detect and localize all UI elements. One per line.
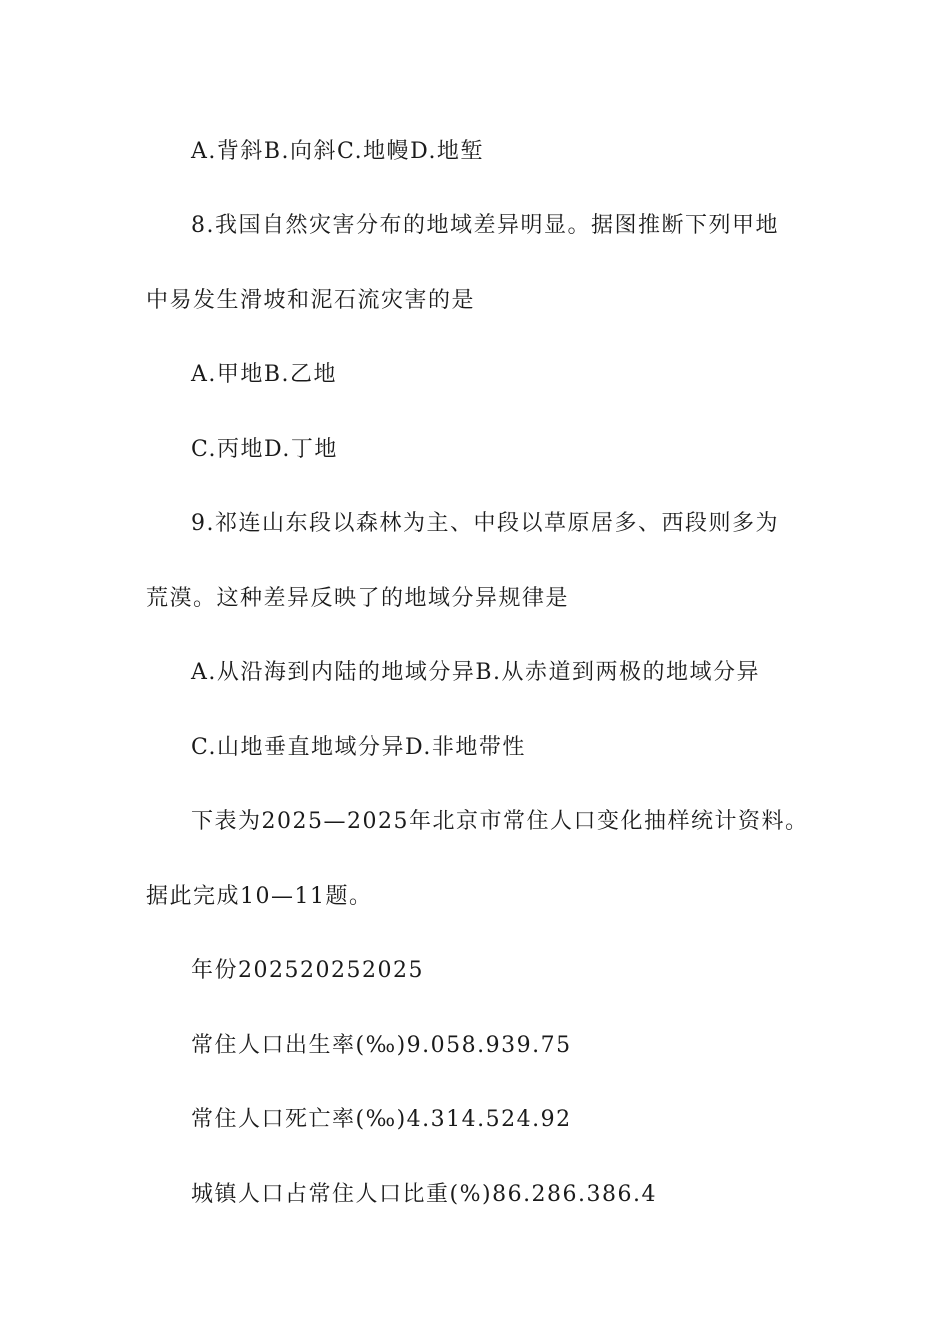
table-row-year: 年份202520252025 xyxy=(191,958,424,983)
q8-options-cd: C.丙地D.丁地 xyxy=(191,437,338,462)
q8-stem-line-2: 中易发生滑坡和泥石流灾害的是 xyxy=(146,288,476,313)
table-row-urban-share: 城镇人口占常住人口比重(%)86.286.386.4 xyxy=(191,1182,658,1207)
q7-options: A.背斜B.向斜C.地幔D.地堑 xyxy=(191,139,484,164)
table-row-death-rate: 常住人口死亡率(‰)4.314.524.92 xyxy=(191,1107,572,1132)
q8-options-ab: A.甲地B.乙地 xyxy=(191,362,338,387)
q9-options-ab: A.从沿海到内陆的地域分异B.从赤道到两极的地域分异 xyxy=(191,660,761,685)
q8-stem-line-1: 8.我国自然灾害分布的地域差异明显。据图推断下列甲地 xyxy=(191,213,779,238)
q9-stem-line-1: 9.祁连山东段以森林为主、中段以草原居多、西段则多为 xyxy=(191,511,779,536)
q9-stem-line-2: 荒漠。这种差异反映了的地域分异规律是 xyxy=(146,586,570,611)
table-row-birth-rate: 常住人口出生率(‰)9.058.939.75 xyxy=(191,1033,572,1058)
table-intro-line-2: 据此完成10—11题。 xyxy=(146,884,373,909)
table-intro-line-1: 下表为2025—2025年北京市常住人口变化抽样统计资料。 xyxy=(191,809,809,834)
q9-options-cd: C.山地垂直地域分异D.非地带性 xyxy=(191,735,526,760)
